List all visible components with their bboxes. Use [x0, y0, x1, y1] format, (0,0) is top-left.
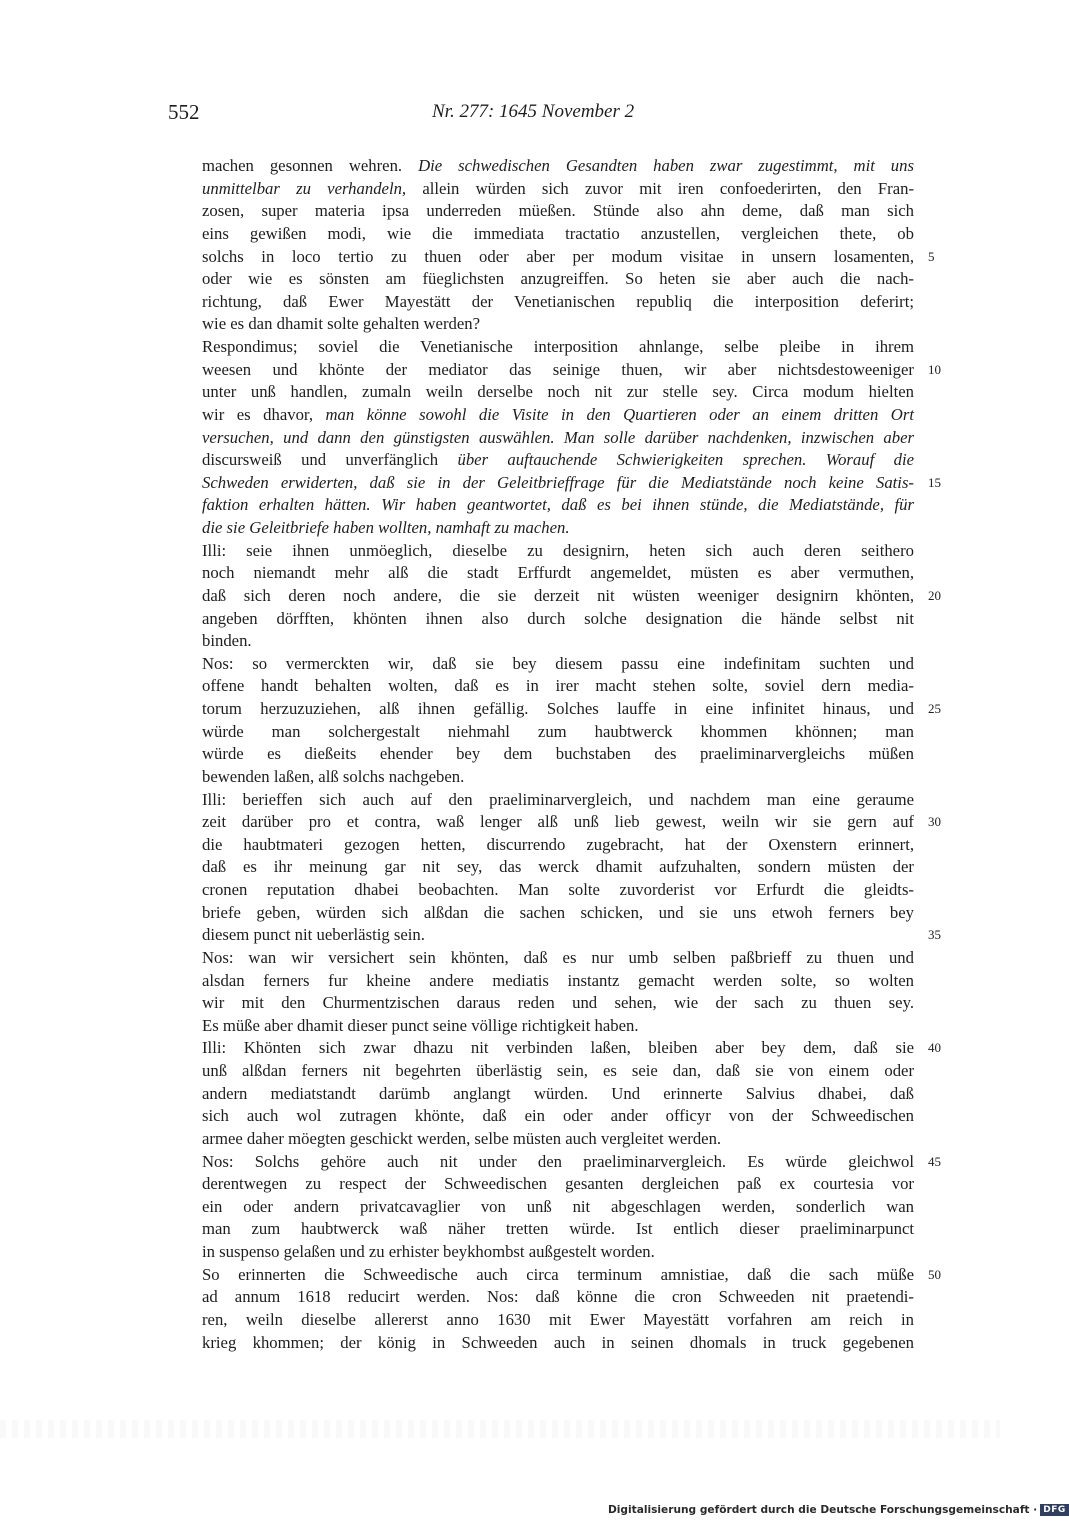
text-segment: offene handt behalten wolten, daß es in irer macht stehen solte, soviel dern media-: [202, 676, 914, 696]
text-line: [202, 653, 914, 676]
text-segment: zeit darüber pro et contra, waß lenger alß unß lieb gewest, weiln wir sie gern auf: [202, 812, 914, 832]
text-line: [202, 608, 914, 631]
text-segment: Illi: berieffen sich auch auf den praeliminarvergleich, und nachdem man eine geraume: [202, 789, 914, 809]
text-line: [202, 1015, 914, 1038]
text-segment: discursweiß und unverfänglich: [202, 450, 458, 470]
text-line: [202, 743, 914, 766]
text-segment: richtung, daß Ewer Mayestätt der Venetianischen republiq die interposition deferirt;: [202, 291, 914, 311]
text-line: [202, 721, 914, 744]
text-line: [202, 562, 914, 585]
text-line: [202, 178, 914, 201]
text-line: [202, 1083, 914, 1106]
text-segment: binden.: [202, 631, 252, 651]
text-segment: sich auch wol zutragen khönte, daß ein oder ander officyr von der Schweedischen: [202, 1106, 914, 1126]
italic-segment: über auftauchende Schwierigkeiten sprechen. Worauf die: [457, 450, 914, 470]
italic-segment: unmittelbar zu verhandeln,: [202, 178, 407, 198]
line-number: 10: [928, 361, 941, 377]
text-line: [202, 585, 941, 608]
text-segment: ren, weiln dieselbe allererst anno 1630 mit Ewer Mayestätt vorfahren am reich in: [202, 1309, 914, 1329]
text-segment: zosen, super materia ipsa underreden müeßen. Stünde also ahn deme, daß man sich: [202, 201, 914, 221]
text-line: [202, 834, 914, 857]
text-line: [202, 291, 914, 314]
text-line: [202, 1037, 941, 1060]
text-segment: krieg khommen; der könig in Schweeden auch in seinen dhomals in truck gegebenen: [202, 1332, 914, 1352]
text-segment: oder wie es sönsten am füeglichsten anzugreiffen. So heten sie aber auch die nach-: [202, 269, 914, 289]
text-segment: diesem punct nit ueberlästig sein.: [202, 925, 425, 945]
italic-segment: die sie Geleitbriefe haben wollten, namhaft zu machen.: [202, 518, 570, 537]
text-segment: Nos: so vermerckten wir, daß sie bey diesem passu eine indefinitam suchten und: [202, 653, 914, 673]
text-line: [202, 698, 941, 721]
text-line: [202, 540, 914, 563]
text-segment: Nos: Solchs gehöre auch nit under den praeliminarvergleich. Es würde gleichwol: [202, 1151, 914, 1171]
text-line: [202, 811, 941, 834]
text-line: [202, 1332, 914, 1355]
text-line: [202, 1105, 914, 1128]
text-segment: andern mediatstandt darümb anglangt würden. Und erinnerte Salvius dhabei, daß: [202, 1083, 914, 1103]
text-segment: unß alßdan ferners nit begehrten überlästig sein, es seie dan, daß sie von einem oder: [202, 1061, 914, 1080]
text-line: [202, 1196, 914, 1219]
line-number: 20: [928, 587, 941, 603]
text-segment: solchs in loco tertio zu thuen oder aber per modum visitae in unsern losamenten,: [202, 246, 914, 266]
scan-artifact-band: [0, 1420, 1000, 1438]
text-segment: Respondimus; soviel die Venetianische interposition ahnlange, selbe pleibe in ihrem: [202, 337, 914, 356]
text-segment: daß sich deren noch andere, die sie derzeit nit wüsten weeniger designirn khönten,: [202, 585, 914, 605]
text-line: [202, 630, 914, 653]
line-number: 50: [928, 1266, 941, 1282]
text-line: [202, 336, 914, 359]
text-line: [202, 1173, 914, 1196]
text-segment: die haubtmateri gezogen hetten, discurrendo zugebracht, hat der Oxenstern erinnert,: [202, 834, 914, 854]
text-line: [202, 1309, 914, 1332]
text-line: [202, 789, 914, 812]
running-head: Nr. 277: 1645 November 2: [432, 101, 635, 122]
text-segment: wir mit den Churmentzischen daraus reden und sehen, wie der sach zu thuen sey.: [202, 993, 914, 1013]
text-line: [202, 200, 914, 223]
text-line: [202, 313, 914, 336]
text-line: [202, 970, 914, 993]
text-line: [202, 924, 941, 947]
text-line: [202, 1241, 914, 1264]
text-segment: man zum haubtwerck waß näher tretten würde. Ist entlich dieser praeliminarpunct: [202, 1219, 914, 1239]
text-segment: eins gewißen modi, wie die immediata tractatio anzustellen, vergleichen thete, ob: [202, 223, 914, 243]
italic-segment: versuchen, und dann den günstigsten auswählen. Man solle darüber nachdenken, inzwischen aber: [202, 427, 914, 447]
text-line: [202, 381, 914, 404]
text-line: [202, 1218, 914, 1241]
text-line: [202, 766, 914, 789]
text-segment: unter unß handlen, zumaln weiln derselbe noch nit zur stelle sey. Circa modum hielten: [202, 382, 914, 402]
text-line: [202, 879, 914, 902]
text-line: [202, 155, 914, 178]
text-segment: armee daher möegten geschickt werden, selbe müsten auch vergleitet werden.: [202, 1128, 722, 1148]
text-segment: würde es dießeits ehender bey dem buchstaben des praeliminarvergleichs müßen: [202, 744, 914, 764]
text-line: [202, 1264, 941, 1287]
footer-credit-text: Digitalisierung gefördert durch die Deutsche Forschungsgemeinschaft ·: [608, 1504, 1038, 1516]
line-number: 25: [928, 701, 941, 716]
text-segment: So erinnerten die Schweedische auch circa terminum amnistiae, daß die sach müße: [202, 1264, 914, 1284]
text-segment: angeben dörfften, khönten ihnen also durch solche designation die hände selbst nit: [202, 608, 914, 628]
text-line: [202, 992, 914, 1015]
text-line: [202, 472, 941, 495]
italic-segment: man könne sowohl die Visite in den Quartieren oder an einem dritten Ort: [325, 404, 914, 424]
text-segment: torum herzuzuziehen, alß ihnen gefällig. Solches lauffe in eine infinitet hinaus, und: [202, 699, 914, 718]
text-segment: briefe geben, würden sich alßdan die sachen schicken, und sie uns etwoh ferners bey: [202, 902, 914, 922]
text-line: [202, 947, 914, 970]
text-segment: würde man solchergestalt niehmahl zum haubtwerck khommen khönnen; man: [202, 721, 914, 741]
line-number: 40: [928, 1040, 941, 1056]
text-segment: Illi: Khönten sich zwar dhazu nit verbinden laßen, bleiben aber bey dem, daß sie: [202, 1038, 914, 1058]
text-segment: cronen reputation dhabei beobachten. Man solte zuvorderist vor Erfurdt die gleidts-: [202, 880, 914, 899]
text-line: [202, 1286, 914, 1309]
footer-credit: [608, 1504, 1069, 1516]
text-segment: allein würden sich zuvor mit iren confoederirten, den Fran-: [406, 178, 915, 198]
text-line: [202, 902, 914, 925]
body-text: [202, 155, 941, 1354]
text-segment: weesen und khönte der mediator das seinige thuen, wir aber nichtsdestoweeniger: [202, 359, 914, 379]
text-line: [202, 268, 914, 291]
text-segment: ad annum 1618 reducirt werden. Nos: daß könne die cron Schweeden nit praetendi-: [202, 1287, 914, 1307]
text-segment: in suspenso gelaßen und zu erhister beykhombst außgestelt worden.: [202, 1242, 655, 1261]
line-number: 30: [928, 814, 941, 830]
text-line: [202, 517, 914, 540]
text-line: [202, 675, 914, 698]
text-segment: Illi: seie ihnen unmöeglich, dieselbe zu designirn, heten sich auch deren seithero: [202, 540, 914, 560]
text-line: [202, 359, 941, 382]
dfg-logo: DFG: [1040, 1504, 1069, 1516]
text-line: [202, 1151, 941, 1174]
text-line: [202, 856, 914, 879]
line-number: 35: [928, 927, 941, 943]
text-line: [202, 223, 914, 246]
text-segment: Es müße aber dhamit dieser punct seine völlige richtigkeit haben.: [202, 1015, 639, 1035]
text-line: [202, 1060, 914, 1083]
line-number: 45: [928, 1153, 941, 1169]
line-number: 15: [928, 474, 941, 490]
italic-segment: Die schwedischen Gesandten haben zwar zugestimmt, mit uns: [418, 156, 914, 175]
text-segment: alsdan ferners fur kheine andere mediatis instantz gemacht werden solte, so wolten: [202, 970, 914, 990]
text-segment: noch niemandt mehr alß die stadt Erffurdt angemeldet, müsten es aber vermuthen,: [202, 563, 914, 583]
italic-segment: faktion erhalten hätten. Wir haben geantwortet, daß es bei ihnen stünde, die Mediatstände, für: [202, 495, 914, 515]
text-line: [202, 246, 935, 269]
text-segment: wie es dan dhamit solte gehalten werden?: [202, 314, 481, 334]
text-line: [202, 1128, 914, 1151]
text-segment: ein oder andern privatcavaglier von unß nit abgeschlagen werden, sonderlich wan: [202, 1196, 914, 1216]
text-line: [202, 404, 914, 427]
text-segment: daß es ihr meinung gar nit sey, das werck dhamit aufzuhalten, sondern müsten der: [202, 857, 914, 877]
text-line: [202, 427, 914, 450]
line-number: 5: [928, 248, 935, 264]
text-segment: machen gesonnen wehren.: [202, 156, 419, 175]
text-segment: Nos: wan wir versichert sein khönten, daß es nur umb selben paßbrieff zu thuen und: [202, 947, 914, 967]
text-segment: wir es dhavor,: [202, 404, 326, 424]
italic-segment: Schweden erwiderten, daß sie in der Geleitbrieffrage für die Mediatstände noch keine Satis-: [202, 472, 914, 492]
text-line: [202, 494, 914, 517]
text-segment: derentwegen zu respect der Schweedischen gesanten dergleichen paß ex courtesia vor: [202, 1174, 914, 1194]
page-number: 552: [168, 100, 200, 124]
text-line: [202, 449, 914, 472]
text-segment: bewenden laßen, alß solchs nachgeben.: [202, 766, 465, 786]
